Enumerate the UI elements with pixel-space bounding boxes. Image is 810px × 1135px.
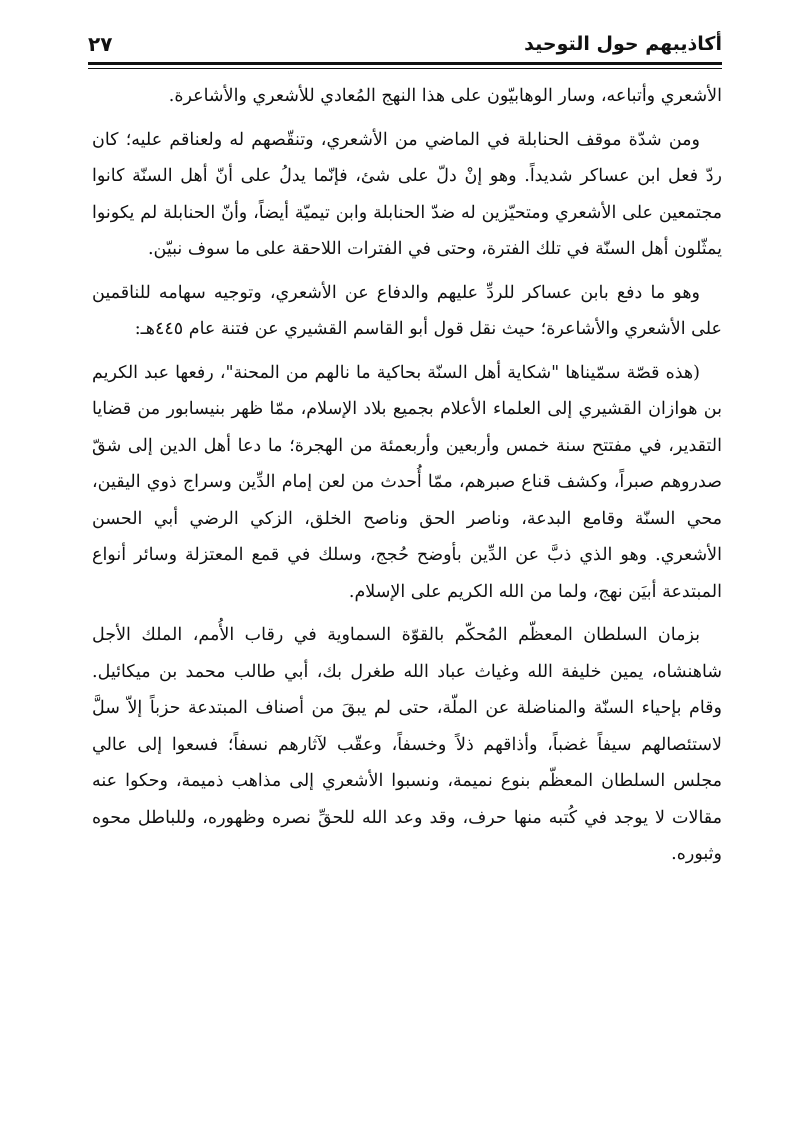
header-rule-thin	[88, 68, 722, 69]
page-number: ٢٧	[88, 32, 113, 56]
header-rule-thick	[88, 62, 722, 65]
paragraph-quote: (هذه قصّة سمّيناها "شكاية أهل السنّة بحاكية ما نالهم من المحنة"، رفعها عبد الكريم بن هوازان القشيري إلى العلماء الأعلام بجميع بلاد الإسلام، ممّا ظهر بنيسابور من قضايا التقدير، في مفتتح سنة خمس وأربعين وأربعمئة من الهجرة؛ ما دعا أهل الدين إلى شقّ صدروهم صبراً، وكشف قناع صبرهم، ممّا أُحدث من لعن إمام الدِّين وسراج ذوي اليقين، محي السنّة وقامع البدعة، وناصر الحق وناصح الخلق، الزكي الرضي أبي الحسن الأشعري. وهو الذي ذبَّ عن الدِّين بأوضح حُجج، وسلك في قمع المعتزلة وسائر أنواع المبتدعة أبيَن نهج، ولما من الله الكريم على الإسلام.	[92, 362, 722, 602]
page-header	[88, 30, 722, 60]
paragraph-3: وهو ما دفع بابن عساكر للردِّ عليهم والدفاع عن الأشعري، وتوجيه سهامه للناقمين على الأشعري والأشاعرة؛ حيث نقل قول أبو القاسم القشيري عن فتنة عام ٤٤٥هـ:	[92, 282, 722, 339]
paragraph-5: بزمان السلطان المعظّم المُحكّم بالقوّة السماوية في رقاب الأُمم، الملك الأجل شاهنشاه، يمين خليفة الله وغياث عباد الله طغرل بك، أبي طالب محمد بن ميكائيل. وقام بإحياء السنّة والمناضلة عن الملّة، حتى لم يبقَ من أصناف المبتدعة حزباً إلاّ سلَّ لاستئصالهم سيفاً غضباً، وأذاقهم ذلاً وخسفاً، وعقّب لآثارهم نسفاً؛ فسعوا إلى عالي مجلس السلطان المعظّم بنوع نميمة، ونسبوا الأشعري إلى مذاهب ذميمة، وحكوا عنه مقالات لا يوجد في كُتبه منها حرف، وقد وعد الله للحقِّ نصره وظهوره، وللباطل محوه وثبوره.	[92, 625, 722, 864]
running-title: أكاذيبهم حول التوحيد	[524, 33, 722, 55]
body-text	[92, 78, 722, 880]
paragraph-1: الأشعري وأتباعه، وسار الوهابيّون على هذا النهج المُعادي للأشعري والأشاعرة.	[168, 86, 722, 106]
paragraph-2: ومن شدّة موقف الحنابلة في الماضي من الأشعري، وتنقّصهم له ولعناقم عليه؛ كان ردّ فعل ابن عساكر شديداً. وهو إنْ دلّ على شئ، فإنّما يدلُ على أنّ أهل السنّة كانوا مجتمعين على الأشعري ومتحيّزين له ضدّ الحنابلة وابن تيميّة أيضاً، وأنّ الحنابلة لم يكونوا يمثّلون أهل السنّة في تلك الفترة، وحتى في الفترات اللاحقة على ما سوف نبيّن.	[92, 129, 722, 259]
